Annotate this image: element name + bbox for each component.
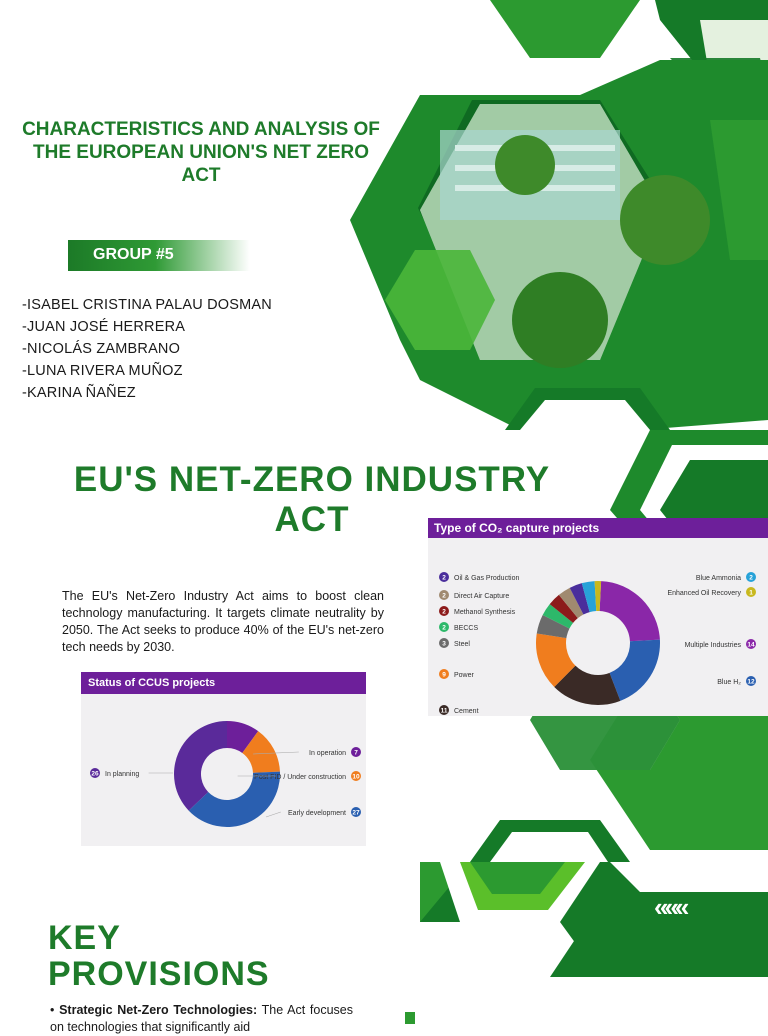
callout-text: Direct Air Capture bbox=[454, 593, 510, 600]
value-text: 9 bbox=[442, 671, 446, 679]
value-text: 26 bbox=[91, 770, 99, 778]
value-text: 27 bbox=[352, 809, 360, 817]
value-text: 2 bbox=[442, 624, 446, 632]
chevrons-left-icon: ««« bbox=[654, 892, 686, 922]
donut-slice bbox=[174, 721, 227, 811]
callout-label bbox=[439, 572, 519, 582]
callout-text: Early development bbox=[288, 810, 346, 817]
slide-title: EU'S NET-ZERO INDUSTRY ACT bbox=[73, 460, 551, 539]
callout-text: Blue Ammonia bbox=[695, 575, 741, 582]
member-item: -NICOLÁS ZAMBRANO bbox=[22, 341, 181, 357]
bullet-heading: Strategic Net-Zero Technologies: bbox=[59, 1003, 258, 1017]
value-text: 2 bbox=[749, 574, 753, 582]
title-line: KEY bbox=[48, 919, 121, 957]
chart-title: Type of CO₂ capture projects bbox=[428, 518, 768, 538]
callout-label bbox=[90, 768, 173, 778]
callout-text: Power bbox=[454, 672, 474, 679]
value-text: 2 bbox=[442, 574, 446, 582]
callout-text: Oil & Gas Production bbox=[454, 575, 520, 582]
callout-text: BECCS bbox=[454, 625, 479, 632]
member-item: -LUNA RIVERA MUÑOZ bbox=[22, 363, 183, 379]
callout-label bbox=[439, 606, 516, 616]
callout-label bbox=[685, 639, 756, 649]
key-provisions-slide bbox=[0, 862, 768, 1034]
member-item: -JUAN JOSÉ HERRERA bbox=[22, 319, 186, 335]
chart-title: Status of CCUS projects bbox=[81, 672, 366, 694]
callout-label bbox=[696, 572, 756, 582]
value-text: 7 bbox=[354, 749, 358, 757]
callout-text: Enhanced Oil Recovery bbox=[667, 590, 741, 597]
callout-label bbox=[439, 669, 475, 679]
value-text: 1 bbox=[749, 589, 753, 597]
callout-text: Blue H₂ bbox=[717, 679, 741, 686]
value-text: 11 bbox=[440, 707, 448, 715]
callout-label bbox=[439, 705, 479, 715]
co2-capture-chart bbox=[428, 518, 768, 716]
title-slide bbox=[0, 0, 768, 430]
slide-title bbox=[48, 920, 270, 992]
slide-title: CHARACTERISTICS AND ANALYSIS OF THE EUROPEAN UNION'S NET ZERO ACT bbox=[22, 119, 380, 186]
callout-label bbox=[439, 590, 509, 600]
member-list bbox=[22, 294, 272, 404]
donut-slice bbox=[610, 640, 660, 701]
group-label: GROUP #5 bbox=[93, 246, 174, 263]
co2-donut bbox=[428, 518, 768, 716]
callout-label bbox=[439, 622, 478, 632]
title-line: PROVISIONS bbox=[48, 955, 270, 993]
callout-text: Methanol Synthesis bbox=[454, 609, 516, 616]
callout-text: In operation bbox=[309, 750, 346, 757]
leader-line bbox=[266, 812, 281, 817]
value-text: 14 bbox=[747, 641, 755, 649]
ccus-status-chart bbox=[81, 672, 366, 846]
callout-text: Post FID / Under construction bbox=[254, 774, 346, 781]
slide-body: The EU's Net-Zero Industry Act aims to boost clean technology manufacturing. It targets climate neutrality by 2050. The Act seeks to produce 40% of the EU's net-zero tech needs by 2030. bbox=[62, 589, 384, 654]
callout-label bbox=[439, 638, 470, 648]
value-text: 10 bbox=[352, 773, 360, 781]
bullet-dot: • bbox=[50, 1003, 60, 1017]
bullet-text: The Act focuses on technologies that significantly aid bbox=[50, 1003, 353, 1034]
donut-slice bbox=[600, 581, 660, 641]
ccus-donut bbox=[81, 672, 366, 846]
callout-label bbox=[266, 807, 361, 817]
callout-text: Cement bbox=[454, 708, 479, 715]
value-text: 2 bbox=[442, 608, 446, 616]
value-text: 2 bbox=[442, 592, 446, 600]
value-text: 3 bbox=[442, 640, 446, 648]
callout-label bbox=[667, 587, 756, 597]
net-zero-act-slide bbox=[0, 430, 768, 862]
value-text: 12 bbox=[747, 678, 755, 686]
group-banner bbox=[68, 240, 250, 271]
callout-text: Steel bbox=[454, 641, 470, 648]
callout-text: In planning bbox=[105, 771, 140, 778]
callout-label bbox=[717, 676, 756, 686]
member-item: -KARINA ÑAÑEZ bbox=[22, 385, 136, 401]
member-item: -ISABEL CRISTINA PALAU DOSMAN bbox=[22, 297, 272, 313]
bullet-item bbox=[50, 1002, 353, 1036]
callout-text: Multiple Industries bbox=[684, 642, 741, 649]
